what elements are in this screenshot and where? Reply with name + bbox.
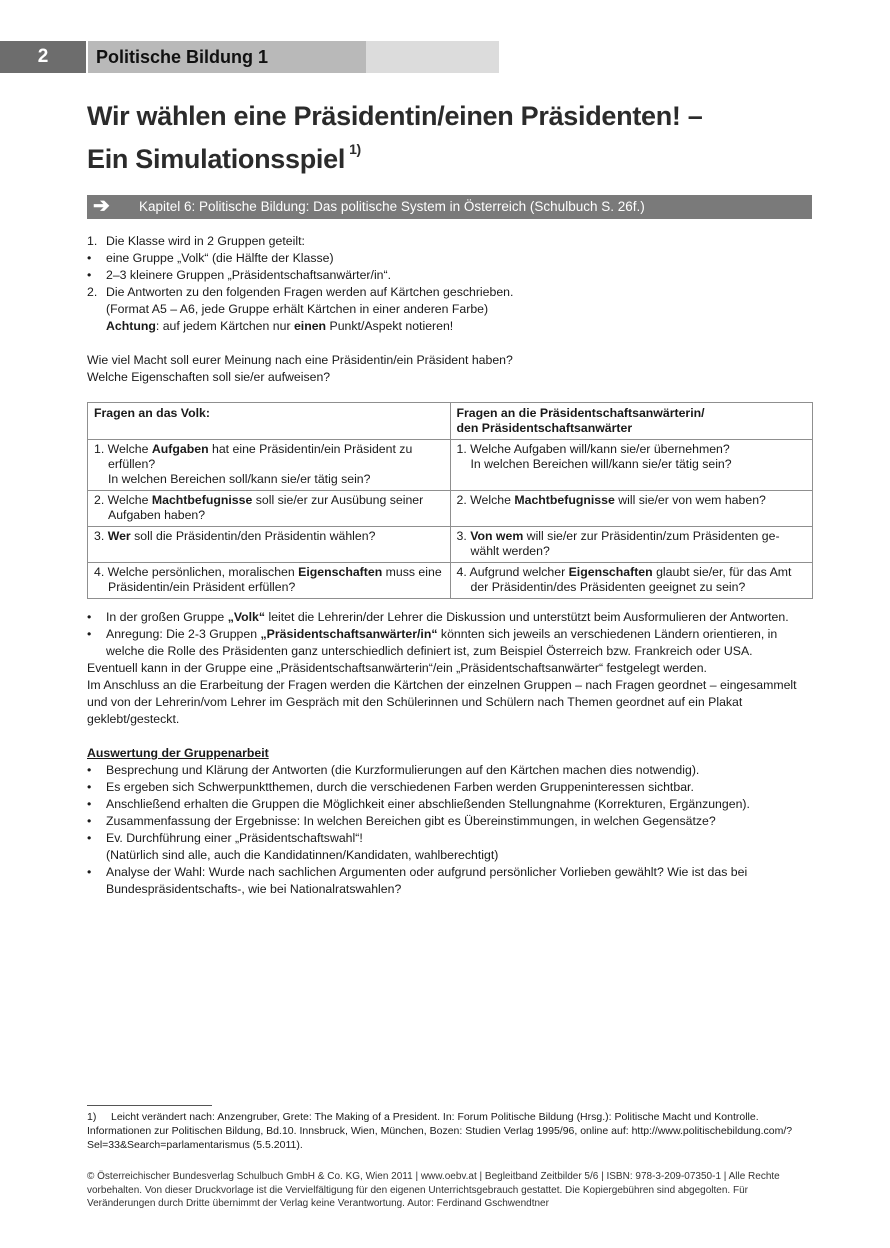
footnote-divider [87,1105,212,1106]
table-row: 4. Welche persönlichen, moralischen Eigenschaften muss eine Präsidentin/ein Präsident erfüllen? 4. Aufgrund welcher Eigenschaften glaubt sie/er, für das Amt der Präsidentin/des Präsidenten geeignet zu sein? [88,563,813,599]
step-1-bullet-anwaerter: • 2–3 kleinere Gruppen „Präsidentschaftsanwärter/in“. [87,268,392,282]
table-header-volk: Fragen an das Volk: [88,403,451,440]
chapter-reference-bar [87,195,812,219]
arrow-right-icon: ➔ [93,195,110,217]
questions-table [87,402,813,599]
header-bar-extension [366,41,499,73]
copyright-notice: © Österreichischer Bundesverlag Schulbuch GmbH & Co. KG, Wien 2011 | www.oebv.at | Begleitband Zeitbilder 5/6 | ISBN: 978-3-209-07350-1 | Alle Rechte vorbehalten. Von dieser Druckvorlage ist die Vervielfältigung für den eigenen Unterrichtsgebrauch gestattet. Die Kopiergebühren sind abgegolten. Für Veränderungen durch Dritte übernimmt der Verlag keine Verantwortung. Autor: Ferdinand Gschwendtner [87,1171,780,1209]
list-item: • Analyse der Wahl: Wurde nach sachlichen Argumenten oder aufgrund persönlicher Vorlieben gewählt? Wie ist das bei Bundespräsidentschafts-, wie bei Nationalratswahlen? [87,865,748,896]
title-line-2 [87,133,787,176]
footnote [87,1110,814,1152]
table-row: 1. Welche Aufgaben hat eine Präsidentin/ein Präsident zu erfüllen? In welchen Bereichen soll/kann sie/er tätig sein? 1. Welche Aufgaben will/kann sie/er übernehmen? In welchen Bereichen will/kann sie/er tätig sein? [88,440,813,491]
page-number: 2 [0,41,86,73]
note-volk: • In der großen Gruppe „Volk“ leitet die Lehrerin/der Lehrer die Diskussion und unterstützt beim Ausformulieren der Antworten. [87,610,789,624]
list-item: • Es ergeben sich Schwerpunktthemen, durch die verschiedenen Farben werden Gruppeninteressen sichtbar. [87,780,694,794]
note-paragraph-1: Eventuell kann in der Gruppe eine „Präsidentschaftsanwärterin“/ein „Präsidentschaftsanwärter“ festgelegt werden. [87,661,707,675]
chapter-reference-text: Kapitel 6: Politische Bildung: Das politische System in Österreich (Schulbuch S. 26f.) [139,199,645,214]
table-header-anwaerter: Fragen an die Präsidentschaftsanwärterin/ den Präsidentschaftsanwärter [450,403,813,440]
question-qualities: Welche Eigenschaften soll sie/er aufweisen? [87,370,331,384]
step-1: 1. Die Klasse wird in 2 Gruppen geteilt: [87,234,305,248]
question-power: Wie viel Macht soll eurer Meinung nach eine Präsidentin/ein Präsident haben? [87,353,513,367]
section-title: Politische Bildung 1 [88,41,366,73]
note-paragraph-2: Im Anschluss an die Erarbeitung der Fragen werden die Kärtchen der einzelnen Gruppen – nach Fragen geordnet – eingesammelt und von der Lehrerin/vom Lehrer im Gespräch mit den Schülerinnen und Schülern nach Themen geordnet auf ein Plakat geklebt/gesteckt. [87,678,797,726]
footnote-number: 1) [87,1111,97,1123]
title-line-1: Wir wählen eine Präsidentin/einen Präsidenten! – [87,101,703,131]
list-item: • Besprechung und Klärung der Antworten (die Kurzformulierungen auf den Kärtchen machen dies notwendig). [87,763,700,777]
evaluation-heading: Auswertung der Gruppenarbeit [87,746,269,760]
title-line-2-text: Ein Simulationsspiel [87,144,346,174]
list-item: • Ev. Durchführung einer „Präsidentschaftswahl“! [87,831,363,845]
step-1-bullet-volk: • eine Gruppe „Volk“ (die Hälfte der Klasse) [87,251,334,265]
step-2: 2. Die Antworten zu den folgenden Fragen werden auf Kärtchen geschrieben. [87,285,514,299]
table-row: 2. Welche Machtbefugnisse soll sie/er zur Ausübung seiner Aufgaben haben? 2. Welche Machtbefugnisse will sie/er von wem haben? [88,491,813,527]
list-item: • Zusammenfassung der Ergebnisse: In welchen Bereichen gibt es Übereinstimmungen, in welchen Gegensätze? [87,814,716,828]
footnote-text: Leicht verändert nach: Anzengruber, Grete: The Making of a President. In: Forum Politische Bildung (Hrsg.): Politische Macht und Kontrolle. Informationen zur Politischen Bildung, Bd.10. Innsbruck, Wien, München, Bozen: Studien Verlag 1995/96, online auf: http://www.politischebildung.com/?Sel=33&Search=parlamentarismus (5.5.2011). [87,1111,793,1151]
title-footnote-ref: 1) [349,141,361,157]
main-content [87,233,813,898]
page-title [87,100,787,176]
list-item: • Anschließend erhalten die Gruppen die Möglichkeit einer abschließenden Stellungnahme (Korrekturen, Ergänzungen). [87,797,750,811]
note-anregung: • Anregung: Die 2-3 Gruppen „Präsidentschaftsanwärter/in“ könnten sich jeweils an verschiedenen Ländern orientieren, in welche die Rolle des Präsidenten ganz unterschiedlich definiert ist, zum Beispiel Österreich bzw. Frankreich oder USA. [87,627,778,658]
step-2-achtung: Achtung: auf jedem Kärtchen nur einen Punkt/Aspekt notieren! [106,319,454,333]
table-row: 3. Wer soll die Präsidentin/den Präsidentin wählen? 3. Von wem will sie/er zur Präsidentin/zum Präsidenten ge-wählt werden? [88,527,813,563]
step-2-format: (Format A5 – A6, jede Gruppe erhält Kärtchen in einer anderen Farbe) [106,302,489,316]
list-item-sub: (Natürlich sind alle, auch die Kandidatinnen/Kandidaten, wahlberechtigt) [106,848,499,862]
table-header-row [88,403,813,440]
